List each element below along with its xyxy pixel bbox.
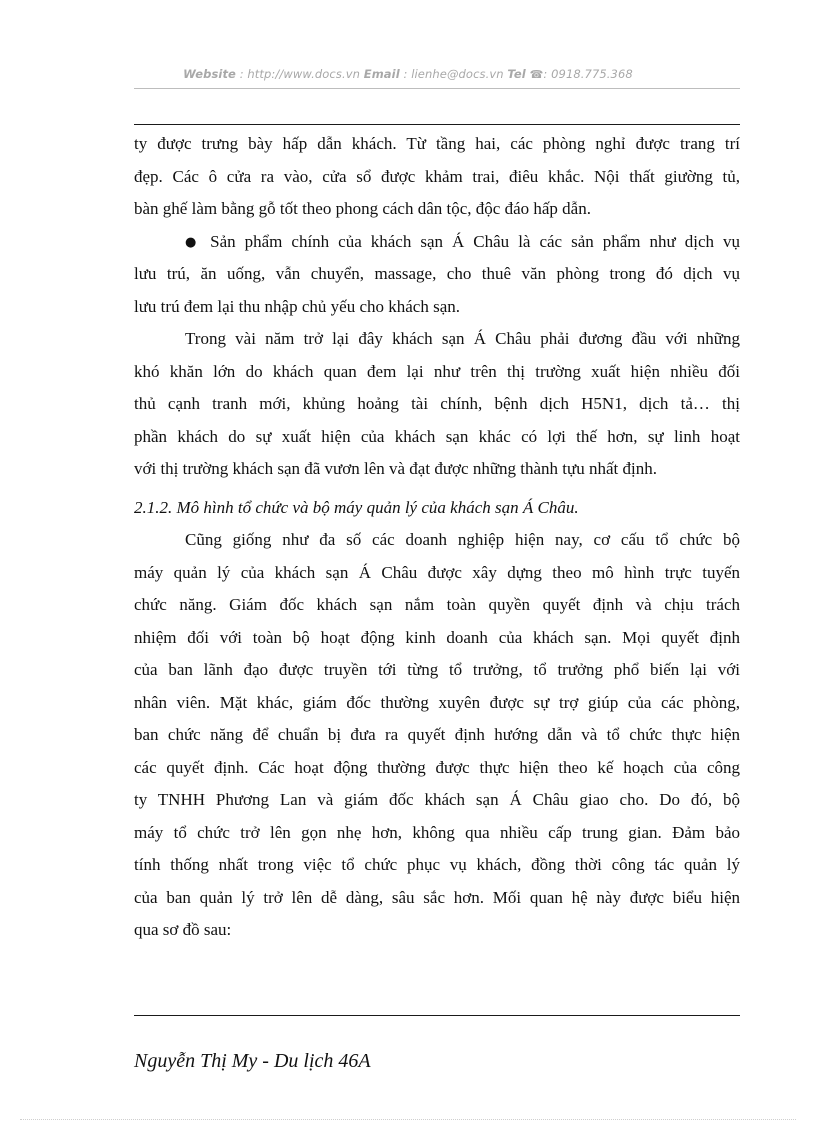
page-edge-divider	[20, 1119, 796, 1120]
section-line: của ban quản lý trở lên dễ dàng, sâu sắc hơn. Mối quan hệ này được biểu hiện	[134, 887, 740, 907]
section-line: máy tổ chức trở lên gọn nhẹ hơn, không qua nhiều cấp trung gian. Đảm bảo	[134, 822, 740, 842]
section-line: tính thống nhất trong việc tổ chức phục vụ khách, đồng thời công tác quản lý	[134, 855, 740, 874]
website-label: Website	[183, 67, 236, 81]
footer-author: Nguyễn Thị My - Du lịch 46A	[134, 1050, 371, 1072]
phone-icon: ☎	[529, 68, 544, 81]
body-line: lưu trú đem lại thu nhập chủ yếu cho khách sạn.	[134, 296, 460, 316]
body-line: khó khăn lớn do khách quan đem lại như trên thị trường xuất hiện nhiều đối	[134, 361, 740, 381]
section-line: nhiệm đối với toàn bộ hoạt động kinh doanh của khách sạn. Mọi quyết định	[134, 627, 740, 647]
section-heading: 2.1.2. Mô hình tổ chức và bộ máy quản lý của khách sạn Á Châu.	[134, 497, 579, 517]
bullet-paragraph-line	[134, 226, 740, 259]
body-line: lưu trú, ăn uống, vẫn chuyển, massage, cho thuê văn phòng trong đó dịch vụ	[134, 264, 740, 283]
top-rule	[134, 124, 740, 125]
section-line: qua sơ đồ sau:	[134, 920, 232, 939]
section-line: các quyết định. Các hoạt động thường được thực hiện theo kế hoạch của công	[134, 757, 740, 777]
email-label: Email	[363, 67, 400, 81]
body-line: Trong vài năm trở lại đây khách sạn Á Châu phải đương đầu với những	[185, 329, 740, 348]
website-url[interactable]: : http://www.docs.vn	[235, 67, 364, 81]
body-line: với thị trường khách sạn đã vươn lên và đạt được những thành tựu nhất định.	[134, 459, 657, 478]
section-line: Cũng giống như đa số các doanh nghiệp hiện nay, cơ cấu tổ chức bộ	[185, 530, 740, 549]
body-line: phần khách do sự xuất hiện của khách sạn khác có lợi thế hơn, sự linh hoạt	[134, 426, 740, 446]
document-body	[134, 128, 740, 947]
body-line: thủ cạnh tranh mới, khủng hoảng tài chính, bệnh dịch H5N1, dịch tả… thị	[134, 394, 740, 413]
section-line: ban chức năng để chuẩn bị đưa ra quyết định hướng dẫn và tổ chức thực hiện	[134, 725, 740, 744]
section-line: máy quản lý của khách sạn Á Châu được xây dựng theo mô hình trực tuyến	[134, 562, 740, 582]
header-divider	[134, 88, 740, 89]
section-line: ty TNHH Phương Lan và giám đốc khách sạn Á Châu giao cho. Do đó, bộ	[134, 790, 740, 809]
tel-number: : 0918.775.368	[543, 67, 633, 81]
section-line: chức năng. Giám đốc khách sạn nắm toàn quyền quyết định và chịu trách	[134, 595, 740, 614]
bottom-rule	[134, 1015, 740, 1016]
body-line: đẹp. Các ô cửa ra vào, cửa sổ được khảm trai, điêu khắc. Nội thất giường tủ,	[134, 166, 740, 186]
page-header	[0, 67, 816, 81]
bullet-text: Sản phẩm chính của khách sạn Á Châu là các sản phẩm như dịch vụ	[210, 231, 741, 251]
section-line: của ban lãnh đạo được truyền tới từng tổ trưởng, tổ trưởng phổ biến lại với	[134, 660, 740, 679]
bullet-icon: ●	[185, 234, 202, 250]
body-line: ty được trưng bày hấp dẫn khách. Từ tầng hai, các phòng nghỉ được trang trí	[134, 134, 740, 153]
email-address[interactable]: : lienhe@docs.vn	[399, 67, 508, 81]
tel-label: Tel	[507, 67, 526, 81]
body-line: bàn ghế làm bằng gỗ tốt theo phong cách dân tộc, độc đáo hấp dẫn.	[134, 199, 591, 218]
section-line: nhân viên. Mặt khác, giám đốc thường xuyên được sự trợ giúp của các phòng,	[134, 692, 740, 712]
